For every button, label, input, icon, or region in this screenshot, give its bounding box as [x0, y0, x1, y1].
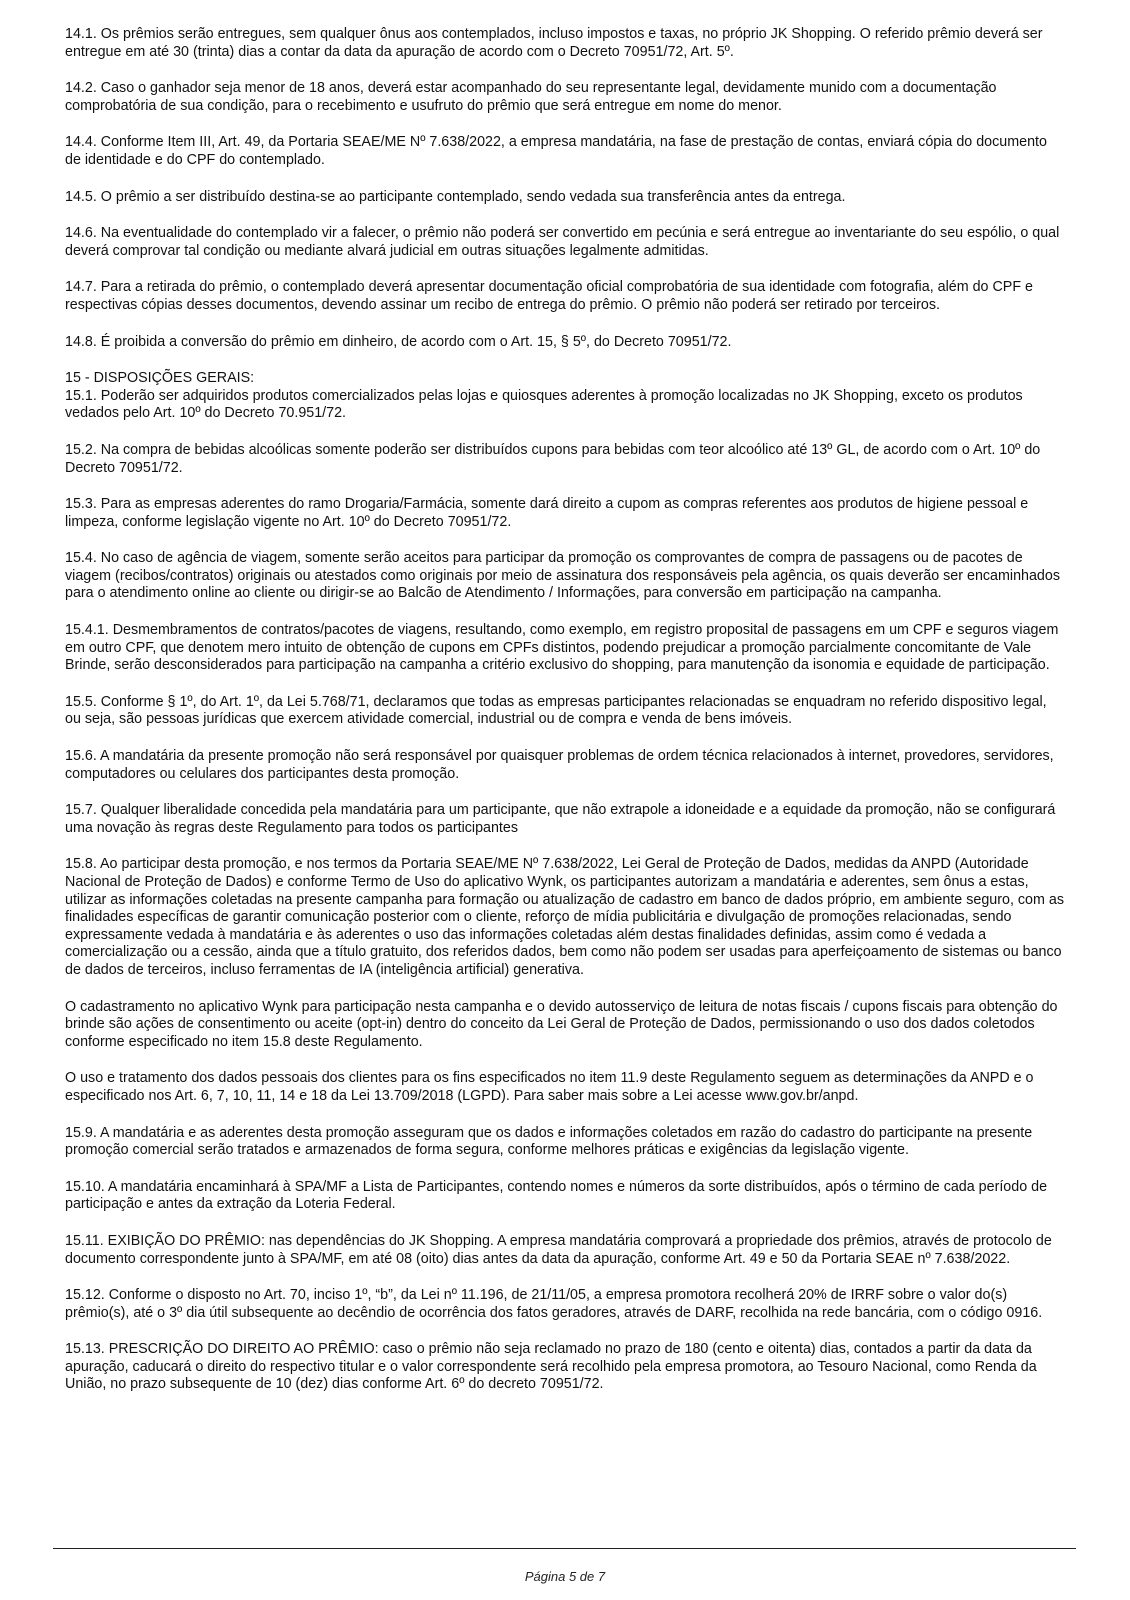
paragraph-14-4: 14.4. Conforme Item III, Art. 49, da Portaria SEAE/ME Nº 7.638/2022, a empresa mandatária, na fase de prestação de contas, enviará cópia do documento de identidade e do CPF do contemplado.	[65, 134, 1047, 168]
paragraph-14-8: 14.8. É proibida a conversão do prêmio em dinheiro, de acordo com o Art. 15, § 5º, do Decreto 70951/72.	[65, 333, 732, 350]
paragraph-14-5: 14.5. O prêmio a ser distribuído destina-se ao participante contemplado, sendo vedada sua transferência antes da entrega.	[65, 188, 846, 205]
paragraph-14-7: 14.7. Para a retirada do prêmio, o contemplado deverá apresentar documentação oficial comprobatória de sua identidade com fotografia, além do CPF e respectivas cópias desses documentos, devendo assinar um recibo de entrega do prêmio. O prêmio não poderá ser retirado por terceiros.	[65, 279, 1033, 313]
paragraph-15-8-consent: O cadastramento no aplicativo Wynk para participação nesta campanha e o devido autosserviço de leitura de notas fiscais / cupons fiscais para obtenção do brinde são ações de consentimento ou aceite (opt-in) dentro do conceito da Lei Geral de Proteção de Dados, permissionando o uso dos dados coletodos conforme especificado no item 15.8 deste Regulamento.	[65, 998, 1058, 1050]
paragraph-14-2: 14.2. Caso o ganhador seja menor de 18 anos, deverá estar acompanhado do seu representante legal, devidamente munido com a documentação comprobatória de sua condição, para o recebimento e usufruto do prêmio que será entregue em nome do menor.	[65, 80, 997, 114]
paragraph-15-6: 15.6. A mandatária da presente promoção não será responsável por quaisquer problemas de ordem técnica relacionados à internet, provedores, servidores, computadores ou celulares dos participantes desta promoção.	[65, 748, 1054, 782]
paragraph-15-8-lgpd: O uso e tratamento dos dados pessoais dos clientes para os fins especificados no item 11.9 deste Regulamento seguem as determinações da ANPD e o especificado nos Art. 6, 7, 10, 11, 14 e 18 da Lei 13.709/2018 (LGPD). Para saber mais sobre a Lei acesse www.gov.br/anpd.	[65, 1070, 1034, 1104]
paragraph-15-12: 15.12. Conforme o disposto no Art. 70, inciso 1º, “b”, da Lei nº 11.196, de 21/11/05, a empresa promotora recolherá 20% de IRRF sobre o valor do(s) prêmio(s), até o 3º dia útil subsequente ao decêndio de ocorrência dos fatos geradores, através de DARF, recolhida na rede bancária, com o código 0916.	[65, 1287, 1043, 1321]
footer-divider	[53, 1548, 1076, 1549]
paragraph-15-4-1: 15.4.1. Desmembramentos de contratos/pacotes de viagens, resultando, como exemplo, em registro proposital de passagens em um CPF e seguros viagem em outro CPF, que denotem mero intuito de obtenção de cupons em CPFs distintos, podendo prejudicar a promoção parcialmente concomitante de Vale Brinde, serão desconsiderados para participação na campanha a critério exclusivo do shopping, para manutenção da isonomia e equidade de participação.	[65, 622, 1059, 674]
paragraph-14-1: 14.1. Os prêmios serão entregues, sem qualquer ônus aos contemplados, incluso impostos e taxas, no próprio JK Shopping. O referido prêmio deverá ser entregue em até 30 (trinta) dias a contar da data da apuração de acordo com o Decreto 70951/72, Art. 5º.	[65, 26, 1043, 60]
document-body	[65, 26, 1065, 1394]
paragraph-15-13: 15.13. PRESCRIÇÃO DO DIREITO AO PRÊMIO: caso o prêmio não seja reclamado no prazo de 180 (cento e oitenta) dias, contados a partir da data da apuração, caducará o direito do respectivo titular e o valor correspondente será recolhido pela empresa promotora, ao Tesouro Nacional, como Renda da União, no prazo subsequente de 10 (dez) dias conforme Art. 6º do decreto 70951/72.	[65, 1341, 1037, 1393]
paragraph-15-4: 15.4. No caso de agência de viagem, somente serão aceitos para participar da promoção os comprovantes de compra de passagens ou de pacotes de viagem (recibos/contratos) originais ou atestados como originais por meio de assinatura dos responsáveis pela agência, os quais deverão ser encaminhados para o atendimento online ao cliente ou dirigir-se ao Balcão de Atendimento / Informações, para conversão em participação na campanha.	[65, 550, 1060, 602]
section-heading-15: 15 - DISPOSIÇÕES GERAIS:	[65, 370, 255, 387]
paragraph-15-9: 15.9. A mandatária e as aderentes desta promoção asseguram que os dados e informações coletados em razão do cadastro do participante na presente promoção comercial serão tratados e armazenados de forma segura, conforme melhores práticas e exigências da legislação vigente.	[65, 1124, 1033, 1159]
paragraph-14-6: 14.6. Na eventualidade do contemplado vir a falecer, o prêmio não poderá ser convertido em pecúnia e será entregue ao inventariante do seu espólio, o qual deverá comprovar tal condição ou mediante alvará judicial em outras situações legalmente admitidas.	[65, 225, 1060, 259]
paragraph-15-2: 15.2. Na compra de bebidas alcoólicas somente poderão ser distribuídos cupons para bebidas com teor alcoólico até 13º GL, de acordo com o Art. 10º do Decreto 70951/72.	[65, 441, 1041, 476]
paragraph-15-3: 15.3. Para as empresas aderentes do ramo Drogaria/Farmácia, somente dará direito a cupom as compras referentes aos produtos de higiene pessoal e limpeza, conforme legislação vigente no Art. 10º do Decreto 70951/72.	[65, 496, 1029, 530]
paragraph-15-10: 15.10. A mandatária encaminhará à SPA/MF a Lista de Participantes, contendo nomes e números da sorte distribuídos, após o término de cada período de participação e antes da extração da Loteria Federal.	[65, 1178, 1048, 1213]
paragraph-15-8: 15.8. Ao participar desta promoção, e nos termos da Portaria SEAE/ME Nº 7.638/2022, Lei Geral de Proteção de Dados, medidas da ANPD (Autoridade Nacional de Proteção de Dados) e conforme Termo de Uso do aplicativo Wynk, os participantes autorizam a mandatária e aderentes, sem ônus a estas, utilizar as informações coletadas na presente campanha para formação ou atualização de cadastro em banco de dados próprio, em ambiente seguro, com as finalidades específicas de garantir comunicação posterior com o cliente, reforço de mídia publicitária e divulgação de promoções relacionadas, sendo expressamente vedada à mandatária e às aderentes o uso das informações coletadas além destas finalidades definidas, assim como é vedada a comercialização ou a cessão, ainda que a título gratuito, dos referidos dados, bem como não podem ser usadas para aperfeiçoamento de sistemas ou banco de dados de terceiros, incluso ferramentas de IA (inteligência artificial) generativa.	[65, 856, 1064, 978]
paragraph-15-1: 15.1. Poderão ser adquiridos produtos comercializados pelas lojas e quiosques aderentes à promoção localizadas no JK Shopping, exceto os produtos vedados pelo Art. 10º do Decreto 70.951/72.	[65, 387, 1023, 422]
paragraph-15-7: 15.7. Qualquer liberalidade concedida pela mandatária para um participante, que não extrapole a idoneidade e a equidade da promoção, não se configurará uma novação às regras deste Regulamento para todos os participantes	[65, 802, 1056, 836]
paragraph-15-5: 15.5. Conforme § 1º, do Art. 1º, da Lei 5.768/71, declaramos que todas as empresas participantes relacionadas se enquadram no referido dispositivo legal, ou seja, são pessoas jurídicas que exercem atividade comercial, industrial ou de compra e venda de bens imóveis.	[65, 693, 1047, 728]
paragraph-15-11: 15.11. EXIBIÇÃO DO PRÊMIO: nas dependências do JK Shopping. A empresa mandatária comprovará a propriedade dos prêmios, através de protocolo de documento correspondente junto à SPA/MF, em até 08 (oito) dias antes da data da apuração, conforme Art. 49 e 50 da Portaria SEAE nº 7.638/2022.	[65, 1232, 1052, 1267]
page-number: Página 5 de 7	[524, 1569, 606, 1584]
